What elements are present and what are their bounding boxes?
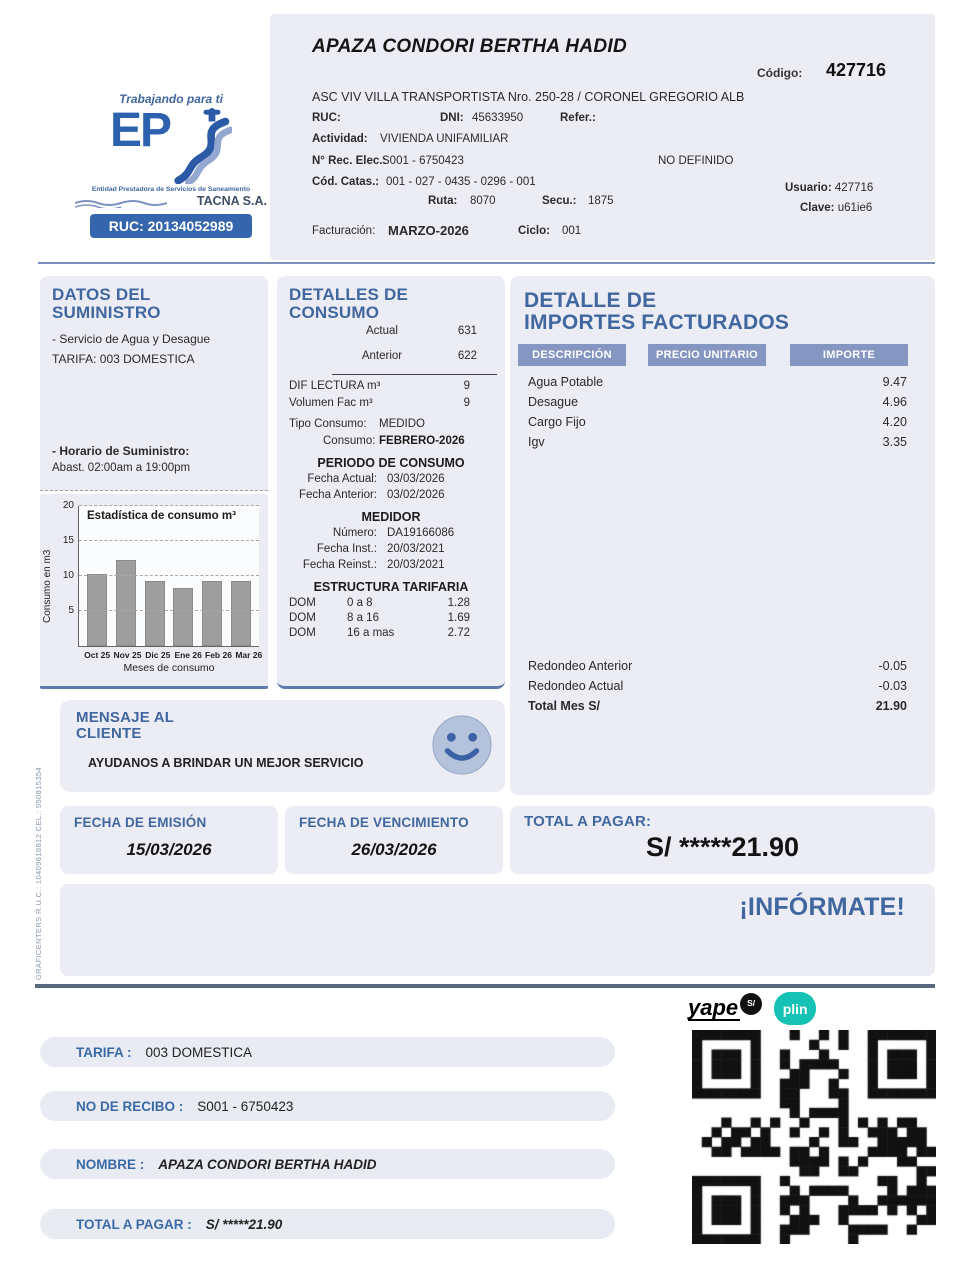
chart-y-tick-label: 10 <box>62 570 74 581</box>
actividad-label: Actividad: <box>312 133 368 145</box>
informate-panel <box>60 884 935 976</box>
no-definido-value: NO DEFINIDO <box>658 155 734 167</box>
chart-x-axis-title: Meses de consumo <box>123 662 215 674</box>
clave-field <box>800 202 872 214</box>
mensaje-panel <box>60 700 505 792</box>
consumption-chart <box>40 494 268 689</box>
payment-logos <box>688 992 816 1025</box>
facturacion-value: MARZO-2026 <box>388 223 469 238</box>
chart-bar <box>145 581 165 646</box>
importes-panel: DETALLE DE IMPORTES FACTURADOS DESCRIPCIÓN PRECIO UNITARIO IMPORTE Agua Potable 9.47 Desague 4.96 Cargo Fijo 4.20 Igv 3.35 Redondeo Anterior -0.05 Redondeo Actual -0.03 Total Mes S/ 21.90 <box>510 276 935 795</box>
chart-gridline <box>79 505 259 506</box>
chart-x-tick-label: Nov 25 <box>113 650 142 660</box>
yape-logo: yape S/ <box>688 997 740 1021</box>
horario-value: Abast. 02:00am a 19:00pm <box>52 462 191 474</box>
stub-total-label: TOTAL A PAGAR : <box>76 1216 192 1232</box>
suministro-title: DATOS DEL SUMINISTRO <box>52 285 161 322</box>
customer-address: ASC VIV VILLA TRANSPORTISTA Nro. 250-28 / CORONEL GREGORIO ALB <box>312 90 745 104</box>
total-a-pagar-panel <box>510 806 935 874</box>
logo-company-name: TACNA S.A. <box>196 194 267 208</box>
fecha-emision-value: 15/03/2026 <box>126 840 212 859</box>
chart-x-labels <box>78 650 268 660</box>
catas-value: 001 - 027 - 0435 - 0296 - 001 <box>386 176 536 188</box>
stub-recibo-row <box>40 1091 615 1121</box>
usuario-field <box>785 182 873 194</box>
stub-nombre-value: APAZA CONDORI BERTHA HADID <box>158 1156 377 1172</box>
horario-label: - Horario de Suministro: <box>52 444 190 458</box>
chart-x-tick-label: Ene 26 <box>174 650 202 660</box>
fecha-vencimiento-value: 26/03/2026 <box>351 840 437 859</box>
facturacion-label: Facturación: <box>312 225 376 237</box>
stub-nombre-label: NOMBRE : <box>76 1156 145 1172</box>
stub-recibo-label: NO DE RECIBO : <box>76 1098 184 1114</box>
total-a-pagar-value: S/ *****21.90 <box>645 832 800 862</box>
stub-nombre-row <box>40 1149 615 1179</box>
ruta-value: 8070 <box>470 195 496 207</box>
secu-value: 1875 <box>588 195 614 207</box>
chart-plot <box>78 506 259 647</box>
header-divider <box>38 262 935 264</box>
chart-y-axis <box>52 500 76 646</box>
column-header-importe: IMPORTE <box>790 344 908 366</box>
fecha-vencimiento-label: FECHA DE VENCIMIENTO <box>299 815 469 830</box>
lectura-underline <box>332 374 497 375</box>
chart-y-tick-label: 5 <box>68 605 74 616</box>
stub-divider <box>35 984 935 988</box>
catas-label: Cód. Catas.: <box>312 176 380 188</box>
customer-name: APAZA CONDORI BERTHA HADID <box>312 36 627 57</box>
chart-gridline <box>79 610 259 611</box>
rec-elec-label: N° Rec. Elec.: <box>312 155 387 167</box>
suministro-panel <box>40 276 268 491</box>
stub-recibo-value: S001 - 6750423 <box>197 1098 294 1114</box>
plin-logo: plin <box>774 992 816 1025</box>
chart-x-tick-label: Mar 26 <box>235 650 263 660</box>
suministro-service: - Servicio de Agua y Desague <box>52 332 211 346</box>
codigo-label: Código: <box>757 66 803 80</box>
ruta-label: Ruta: <box>428 195 458 207</box>
codigo-value: 427716 <box>826 60 887 80</box>
logo-ruc-bar: RUC: 20134052989 <box>90 214 252 238</box>
chart-y-tick-label: 20 <box>62 500 74 511</box>
usuario-value: 427716 <box>834 182 874 194</box>
ruc-label: RUC: <box>312 112 341 124</box>
stub-total-row <box>40 1209 615 1239</box>
chart-x-tick-label: Feb 26 <box>205 650 232 660</box>
header-panel <box>270 14 935 260</box>
stub-total-value: S/ *****21.90 <box>205 1216 283 1232</box>
consumo-title: DETALLES DE CONSUMO <box>289 285 409 322</box>
smiley-face-icon <box>431 714 493 776</box>
chart-bars <box>79 506 259 646</box>
chart-bar <box>202 581 222 646</box>
chart-bar <box>231 581 251 646</box>
chart-gridline <box>79 575 259 576</box>
chart-bar <box>116 560 136 646</box>
column-header-descripcion: DESCRIPCIÓN <box>518 344 626 366</box>
dni-label: DNI: <box>440 112 464 124</box>
periodo-title: PERIODO DE CONSUMO <box>317 456 465 470</box>
logo-wave-icon <box>75 198 167 208</box>
ciclo-value: 001 <box>562 225 582 237</box>
chart-bar <box>173 588 193 646</box>
chart-y-label: Consumo en m3 <box>42 549 53 623</box>
usuario-label: Usuario: <box>785 182 832 194</box>
stub-tarifa-label: TARIFA : <box>76 1044 132 1060</box>
chart-x-tick-label: Oct 25 <box>84 650 111 660</box>
actividad-value: VIVIENDA UNIFAMILIAR <box>380 133 509 145</box>
logo-ep-letters: EP <box>109 104 171 157</box>
printer-credit-vertical-text: GRAFICENTERS R.U.C.: 10409618812 CEL.: 950815354 <box>34 766 43 980</box>
mensaje-body: AYUDANOS A BRINDAR UN MEJOR SERVICIO <box>88 756 364 770</box>
chart-y-tick-label: 15 <box>62 535 74 546</box>
chart-x-tick-label: Dic 25 <box>145 650 171 660</box>
column-header-precio-unitario: PRECIO UNITARIO <box>648 344 766 366</box>
dni-value: 45633950 <box>472 112 524 124</box>
logo-river-s-icon <box>170 108 232 184</box>
importes-title: DETALLE DE IMPORTES FACTURADOS <box>524 289 790 334</box>
clave-label: Clave: <box>800 202 835 214</box>
yape-sol-badge-icon: S/ <box>740 993 762 1015</box>
chart-title: Estadística de consumo m³ <box>87 510 236 522</box>
medidor-title: MEDIDOR <box>361 510 421 524</box>
fecha-emision-panel <box>60 806 278 874</box>
mensaje-title: MENSAJE AL CLIENTE <box>76 709 175 742</box>
chart-gridline <box>79 540 259 541</box>
suministro-tarifa: TARIFA: 003 DOMESTICA <box>52 352 195 366</box>
consumo-panel: DETALLES DE CONSUMO Actual 631 Anterior 622 DIF LECTURA m³ 9 Volumen Fac m³ 9 Tipo Consumo: MEDIDO Consumo: FEBRERO-2026 PERIODO DE CONSUMO Fecha Actual: 03/03/2026 Fecha Anterior: 03/02/2026 MEDIDOR Número: DA19166086 Fecha Inst.: 20/03/2021 Fecha Reinst.: 20/03/2021 ESTRUCTURA TARIFARIA DOM 0 a 8 1.28 DOM 8 a 16 1.69 DOM 16 a mas 2.72 <box>277 276 505 689</box>
company-logo <box>75 92 267 238</box>
fecha-vencimiento-panel <box>285 806 503 874</box>
informate-text: ¡INFÓRMATE! <box>739 893 905 921</box>
refer-label: Refer.: <box>560 112 596 124</box>
qr-code <box>692 1030 936 1244</box>
secu-label: Secu.: <box>542 195 577 207</box>
fecha-emision-label: FECHA DE EMISIÓN <box>74 815 207 830</box>
rec-elec-value: S001 - 6750423 <box>382 155 464 167</box>
total-a-pagar-label: TOTAL A PAGAR: <box>524 813 652 830</box>
logo-subtitle: Entidad Prestadora de Servicios de Saneamiento <box>91 186 251 193</box>
clave-value: u61ie6 <box>837 202 873 214</box>
stub-tarifa-row <box>40 1037 615 1067</box>
estructura-title: ESTRUCTURA TARIFARIA <box>313 580 469 594</box>
logo-tagline: Trabajando para ti <box>119 92 223 106</box>
stub-tarifa-value: 003 DOMESTICA <box>145 1044 253 1060</box>
ciclo-label: Ciclo: <box>518 225 550 237</box>
